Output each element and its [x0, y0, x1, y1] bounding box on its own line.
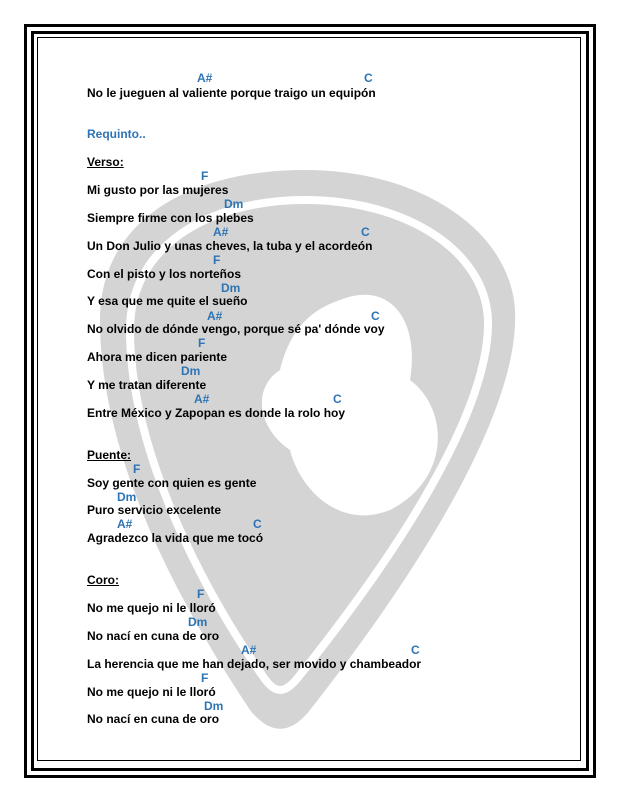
lyric-line: Mi gusto por las mujeres [87, 183, 229, 197]
section-heading-verso: Verso: [87, 155, 124, 169]
lyric-line: No le jueguen al valiente porque traigo un equipón [87, 86, 376, 100]
lyric-line: No nací en cuna de oro [87, 629, 220, 643]
chord: A# [241, 643, 257, 657]
chord: A# [194, 392, 210, 406]
chord: Dm [181, 364, 201, 378]
chord: F [213, 253, 221, 267]
chord: Dm [117, 490, 137, 504]
lyric-line: Soy gente con quien es gente [87, 476, 257, 490]
section-heading-puente: Puente: [87, 448, 132, 462]
chord: C [411, 643, 420, 657]
chord: F [201, 671, 209, 685]
lyric-line: No me quejo ni le lloró [87, 685, 216, 699]
lyric-line: No olvido de dónde vengo, porque sé pa' dónde voy [87, 322, 385, 336]
lyric-line: No nací en cuna de oro [87, 712, 220, 726]
lyric-line: Un Don Julio y unas cheves, la tuba y el acordeón [87, 239, 373, 253]
chord: Dm [204, 699, 224, 713]
chord: Dm [221, 281, 241, 295]
chord: F [198, 336, 206, 350]
chord: A# [213, 225, 229, 239]
lyric-line: Agradezco la vida que me tocó [87, 531, 264, 545]
chord: C [333, 392, 342, 406]
lyric-line: Entre México y Zapopan es donde la rolo hoy [87, 406, 346, 420]
lyric-line: Y me tratan diferente [87, 378, 207, 392]
chord: A# [207, 309, 223, 323]
chord: C [364, 71, 373, 85]
section-requinto: Requinto.. [87, 127, 146, 141]
chord: Dm [188, 615, 208, 629]
lyric-line: Siempre firme con los plebes [87, 211, 254, 225]
chord: A# [117, 517, 133, 531]
chord: F [133, 462, 141, 476]
chord: C [371, 309, 380, 323]
lyric-line: Y esa que me quite el sueño [87, 294, 248, 308]
lyric-line: La herencia que me han dejado, ser movido y chambeador [87, 657, 422, 671]
chord: C [361, 225, 370, 239]
chord: Dm [224, 197, 244, 211]
chord: A# [197, 71, 213, 85]
lyric-line: Con el pisto y los norteños [87, 267, 242, 281]
lyric-line: Ahora me dicen pariente [87, 350, 228, 364]
section-heading-coro: Coro: [87, 573, 119, 587]
chord: C [253, 517, 262, 531]
chord: F [197, 587, 205, 601]
chord: F [201, 169, 209, 183]
lyric-line: Puro servicio excelente [87, 503, 222, 517]
lyric-line: No me quejo ni le lloró [87, 601, 216, 615]
